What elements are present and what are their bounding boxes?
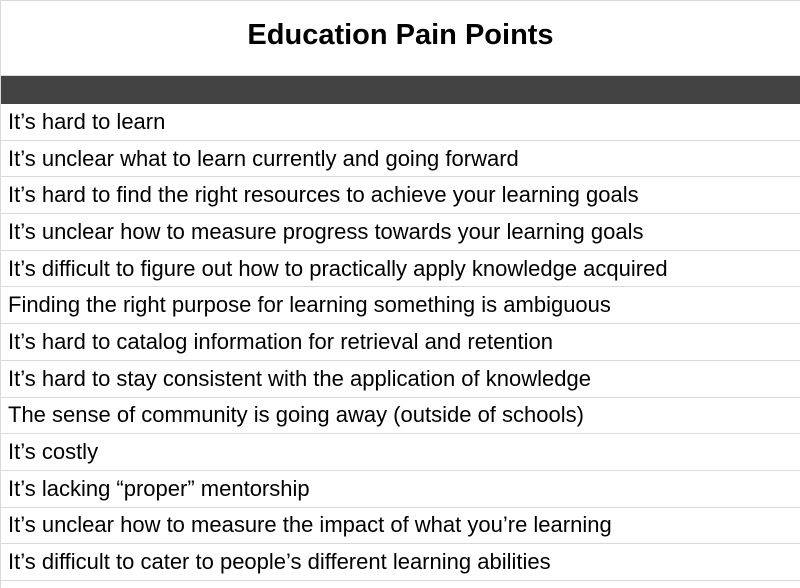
table-row[interactable]: It’s hard to learn xyxy=(1,104,800,141)
table-row[interactable]: Finding the right purpose for learning something is ambiguous xyxy=(1,287,800,324)
table-row[interactable]: It’s difficult to figure out how to practically apply knowledge acquired xyxy=(1,251,800,288)
sheet-title: Education Pain Points xyxy=(247,18,554,51)
table-row[interactable]: It’s difficult to cater to people’s different learning abilities xyxy=(1,544,800,581)
table-row[interactable]: It’s lacking “proper” mentorship xyxy=(1,471,800,508)
table-row[interactable]: The sense of community is going away (outside of schools) xyxy=(1,398,800,435)
table-row[interactable]: It’s hard to stay consistent with the application of knowledge xyxy=(1,361,800,398)
table-row[interactable]: It’s costly xyxy=(1,434,800,471)
header-bar[interactable] xyxy=(1,76,800,104)
table-row[interactable]: It’s hard to find the right resources to achieve your learning goals xyxy=(1,177,800,214)
table-row[interactable]: It’s unclear how to measure progress towards your learning goals xyxy=(1,214,800,251)
title-cell[interactable] xyxy=(1,0,800,76)
table-row[interactable]: It’s hard to catalog information for retrieval and retention xyxy=(1,324,800,361)
table-row[interactable]: It’s unclear what to learn currently and going forward xyxy=(1,141,800,178)
pain-points-list xyxy=(1,104,800,581)
table-row[interactable]: It’s unclear how to measure the impact of what you’re learning xyxy=(1,508,800,545)
